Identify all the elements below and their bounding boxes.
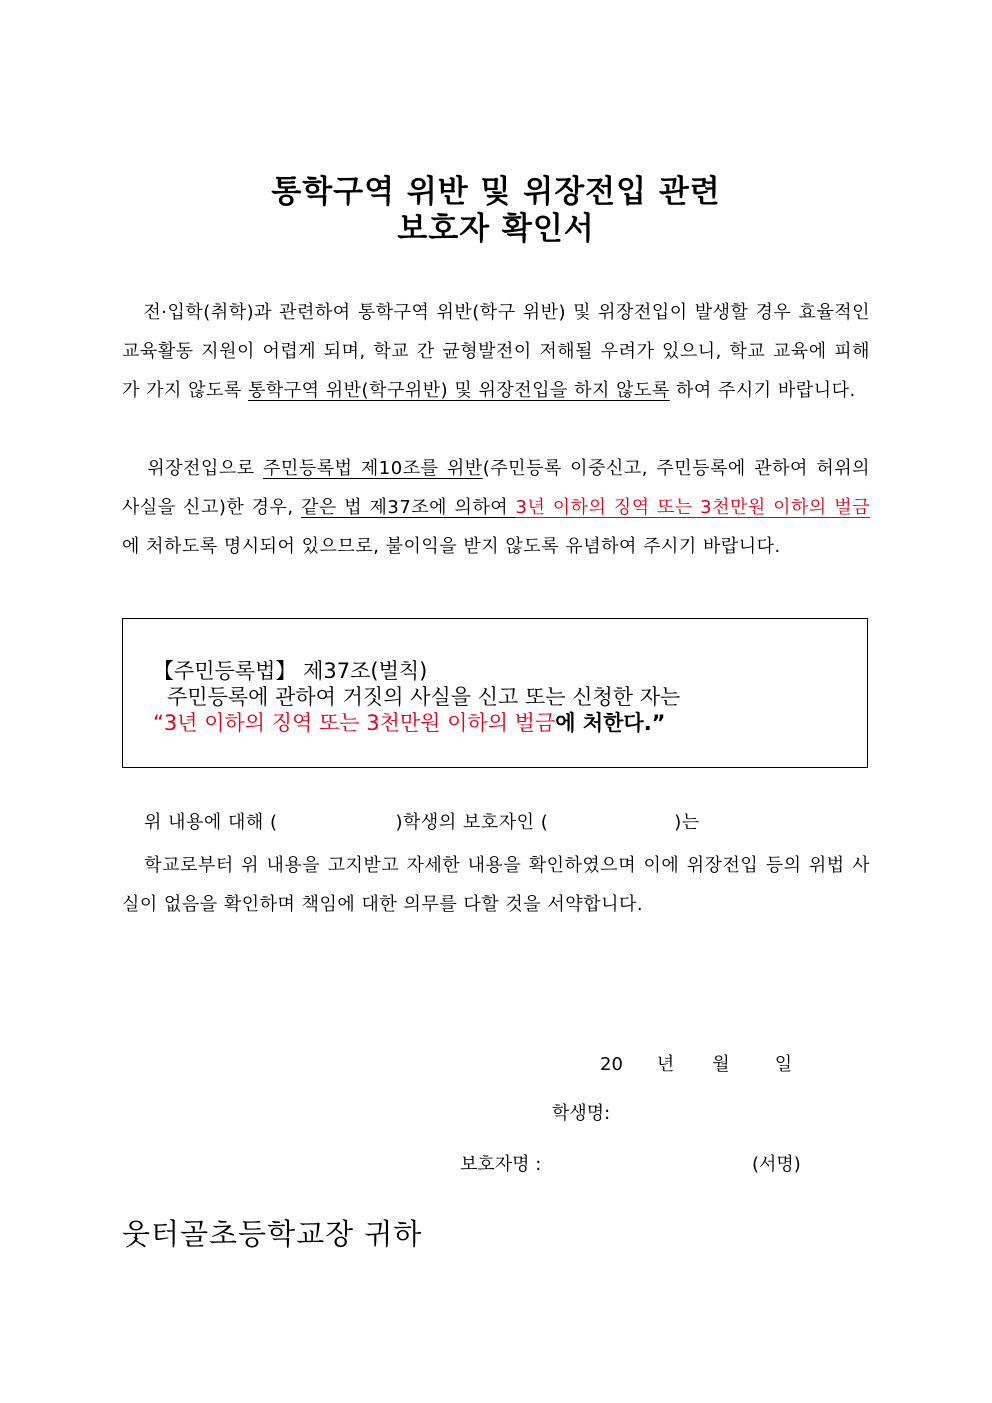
paragraph-1 <box>122 293 870 410</box>
paragraph-2-penalty: 3년 이하의 징역 또는 3천만원 이하의 벌금 <box>515 497 870 518</box>
law-heading: 【주민등록법】 제37조(벌칙) <box>153 659 428 683</box>
law-penalty-text: 3년 이하의 징역 또는 3천만원 이하의 벌금 <box>163 711 556 735</box>
confirm-part-a: 위 내용에 대해 ( <box>144 812 278 833</box>
law-excerpt-box <box>122 618 868 768</box>
date-line <box>600 1050 792 1076</box>
law-tail: 에 처한다.” <box>555 711 666 735</box>
paragraph-1-text-a: 전·입학(취학)과 관련하여 통학구역 위반(학구 위반) 및 위장전입이 발생할 경우 효율적인 교육활동 지원이 어렵게 되며, 학교 간 균형발전이 저해될 우려가 있으니, 학교 교육에 피해가 가지 않도록 <box>122 302 870 401</box>
paragraph-2-underlined-b: 같은 법 제37조에 의하여 <box>301 497 516 518</box>
document-title-line2: 보호자 확인서 <box>397 211 595 247</box>
paragraph-1-text-b: 하여 주시기 바랍니다. <box>669 380 856 401</box>
law-text-line: 주민등록에 관하여 거짓의 사실을 신고 또는 신청한 자는 <box>167 685 681 709</box>
confirm-part-b: )학생의 보호자인 ( <box>395 812 549 833</box>
date-year-prefix: 20 <box>600 1054 623 1075</box>
signature-label: (서명) <box>752 1154 801 1175</box>
date-day: 일 <box>774 1054 793 1075</box>
date-year: 년 <box>656 1054 675 1075</box>
addressee: 웃터골초등학교장 귀하 <box>122 1217 423 1251</box>
paragraph-2-underlined-a: 주민등록법 제10조를 위반 <box>263 458 483 479</box>
confirm-paragraph-text: 학교로부터 위 내용을 고지받고 자세한 내용을 확인하였으며 이에 위장전입 등의 위법 사실이 없음을 확인하며 책임에 대한 의무를 다할 것을 서약합니다. <box>122 855 870 915</box>
paragraph-2-text-c: 에 처하도록 명시되어 있으므로, 불이익을 받지 않도록 유념하여 주시기 바랍니다. <box>122 536 781 557</box>
student-name-label: 학생명: <box>552 1103 611 1124</box>
paragraph-2-text-b: (주민등록 이중신고, 주민등록에 관하여 허위의 사실을 신고)한 경우, <box>122 458 870 518</box>
confirm-paragraph <box>122 846 870 924</box>
law-open-quote: “ <box>153 711 164 735</box>
document-title-line1: 통학구역 위반 및 위장전입 관련 <box>271 174 721 210</box>
guardian-name-label: 보호자명 : <box>460 1154 542 1175</box>
paragraph-2 <box>122 449 870 566</box>
paragraph-2-text-a: 위장전입으로 <box>147 458 264 479</box>
confirm-part-c: )는 <box>674 812 700 833</box>
paragraph-1-underlined: 통학구역 위반(학구위반) 및 위장전입을 하지 않도록 <box>248 380 670 401</box>
confirm-line <box>144 808 892 834</box>
date-month: 월 <box>712 1054 730 1075</box>
law-penalty-line <box>153 707 665 737</box>
